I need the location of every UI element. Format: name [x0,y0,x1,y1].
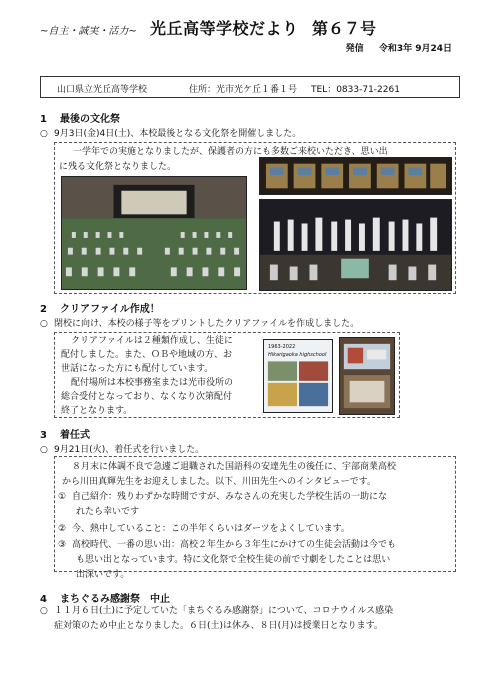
section-4-line: 症対策のため中止となりました。６日(土)は休み、８日(月)は授業日となります。 [54,621,383,631]
section-1-body-line: に残る文化祭となりました。 [59,162,177,172]
gym-ceremony-photo [61,176,247,290]
intro-line: から川田真輝先生をお迎えしました。以下、川田先生へのインタビューです。 [62,477,376,487]
file-text: Hikarigaoka highschool [268,352,327,358]
section-3-heading [40,426,90,441]
section-4-line: １１月６日(土)に予定していた「まちぐるみ感謝祭」について、コロナウイルス感染 [54,606,394,616]
intro-line: ８月末に体調不良で急遽ご退職された国語科の安達先生の後任に、宇部商業高校 [72,462,397,472]
section-1-lead [40,126,301,139]
section-title: クリアファイル作成！ [60,304,160,315]
lead-text: 9月3日(金)4日(土)、本校最後となる文化祭を開催しました。 [54,129,302,139]
section-2-line: 終了となります。 [61,406,133,416]
section-title: 着任式 [60,430,90,441]
item-line: れたら幸いです [76,507,140,517]
section-2-lead [40,316,359,329]
item-line: も思い出となっています。特に文化祭で全校生徒の前で寸劇をしたことは思い [76,555,391,565]
stage-performance-photo [259,199,452,291]
lead-text: 9月21日(火)、着任式を行いました。 [54,445,205,455]
clear-file-photo-2 [339,337,395,415]
issue-number: 第６７号 [312,19,377,38]
section-title: まちぐるみ感謝祭 中止 [60,594,170,605]
issue-date: 令和3年 9月24日 [378,44,452,54]
stained-glass-photo [259,157,452,195]
item-number: ② [58,524,67,534]
item-number: ① [58,492,67,502]
item-number: ③ [58,540,67,550]
section-2-line: 配付場所は本校事務室または光市役所の [71,378,234,388]
section-title: 最後の文化祭 [60,114,120,125]
section-number: 3 [40,430,47,441]
interview-item-1 [58,490,452,520]
circle-bullet: ○ [40,606,48,616]
section-number: 2 [40,304,47,315]
school-info-bar [40,76,460,98]
masthead [40,14,460,60]
school-tel: TEL：0833-71-2261 [311,85,400,95]
section-2-box [54,332,400,418]
section-4-heading [40,590,170,605]
section-3-lead [40,442,204,455]
section-2-line: 配付しました。また、ＯＢや地域の方、お [61,350,233,360]
item-line: 自己紹介：残りわずかな時間ですが、みなさんの充実した学校生活の一助にな [72,492,388,502]
lead-text: 閉校に向け、本校の様子等をプリントしたクリアファイルを作成しました。 [54,319,360,329]
interview-item-3 [58,538,452,583]
section-2-line: 総合受付となっており、なくなり次第配付 [61,392,233,402]
newsletter-title: 光丘高等学校だより [150,19,299,38]
interview-item-2 [58,522,452,537]
item-line: 出深いです。 [76,570,130,580]
school-address: 住所：光市光ケ丘１番１号 [189,85,298,95]
issue-date-row [334,41,452,54]
section-1-heading [40,110,120,125]
section-4-body [40,604,460,634]
section-1-body-line: 一学年での実施となりましたが、保護者の方にも多数ご来校いただき、思い出 [73,147,388,157]
circle-bullet: ○ [40,129,48,139]
school-name: 山口県立光丘高等学校 [57,85,148,95]
section-2-heading [40,300,160,315]
section-3-intro [62,460,452,490]
section-number: 4 [40,594,47,605]
section-2-line: 世話になった方にも配付しています。 [61,364,214,374]
section-1-box [54,142,456,294]
circle-bullet: ○ [40,319,48,329]
section-2-line: クリアファイルは２種類作成し、生徒に [71,336,233,346]
issued-label: 発信 [345,44,364,54]
section-number: 1 [40,114,47,125]
item-line: 今、熱中していること：この半年くらいはダーツをよくしています。 [72,524,350,534]
circle-bullet: ○ [40,445,48,455]
file-years: 1963-2022 [268,344,296,350]
clear-file-photo-1 [263,339,333,413]
item-line: 高校時代、一番の思い出：高校２年生から３年生にかけての生徒会活動は今でも [72,540,397,550]
school-motto: ~自主・誠実・活力~ [40,26,137,37]
